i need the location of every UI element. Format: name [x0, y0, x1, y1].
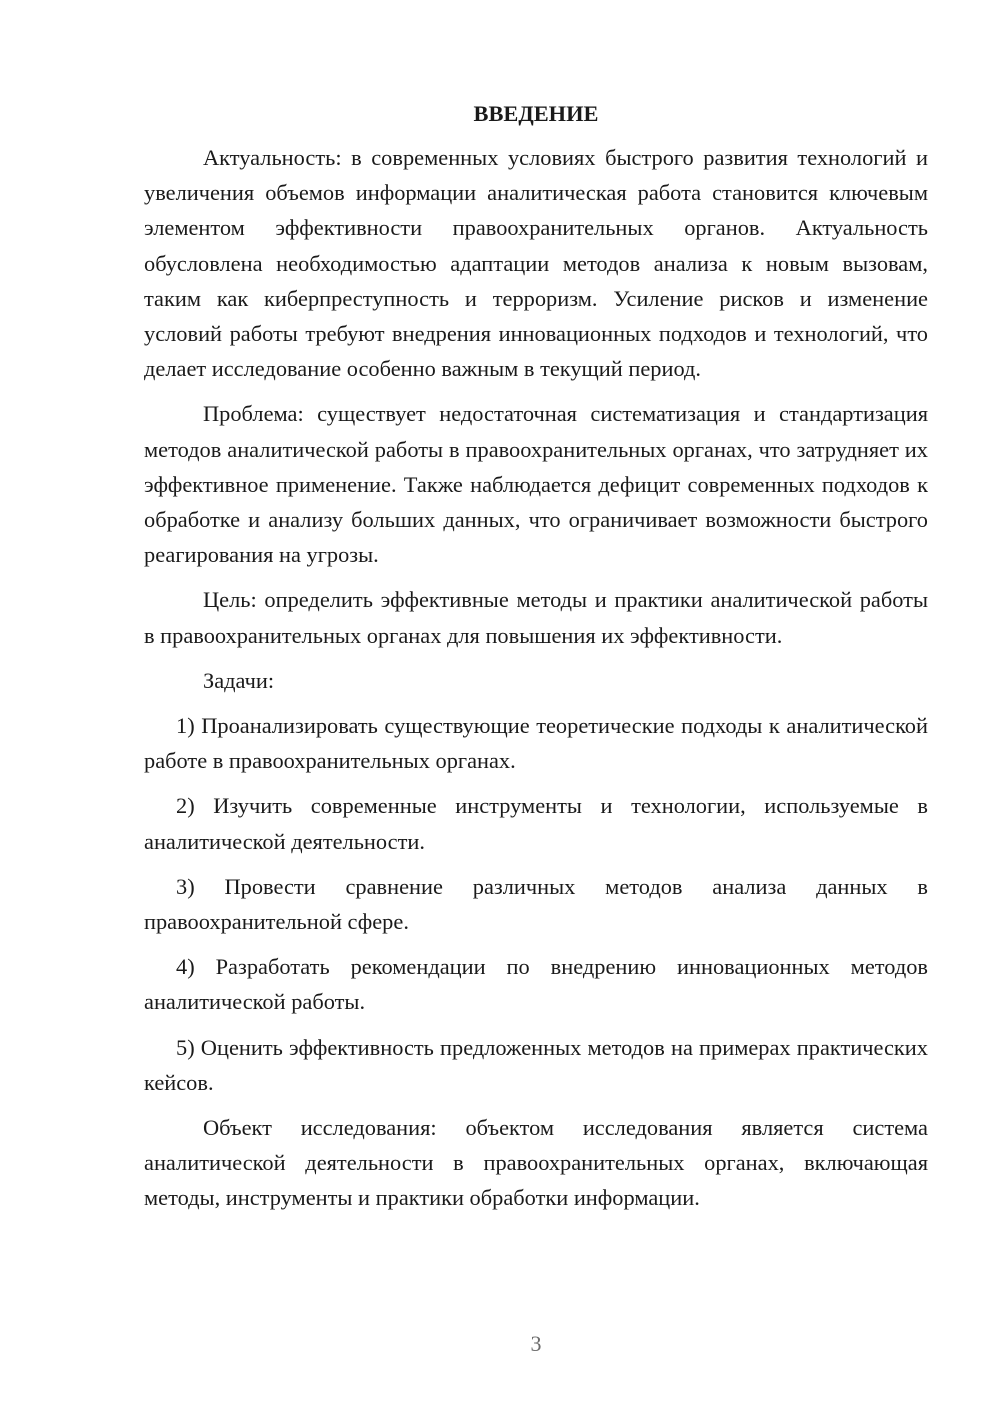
paragraph-goal: Цель: определить эффективные методы и практики аналитической работы в правоохранительных органах для повышения их эффективности. [144, 587, 928, 648]
task-item-4: 4) Разработать рекомендации по внедрению инновационных методов аналитической работы. [144, 954, 928, 1015]
paragraph-problem: Проблема: существует недостаточная систематизация и стандартизация методов аналитической работы в правоохранительных органах, что затрудняет их эффективное применение. Также наблюдается дефицит современных подходов к обработке и анализу больших данных, что ограничивает возможности быстрого реагирования на угрозы. [144, 401, 928, 568]
page-number: 3 [530, 1331, 542, 1356]
task-item-5: 5) Оценить эффективность предложенных методов на примерах практических кейсов. [144, 1034, 928, 1095]
tasks-heading: Задачи: [203, 667, 275, 693]
paragraph-object: Объект исследования: объектом исследования является система аналитической деятельности в правоохранительных органах, включающая методы, инструменты и практики обработки информации. [144, 1115, 928, 1211]
section-title: ВВЕДЕНИЕ [473, 101, 599, 126]
document-page [144, 96, 928, 1226]
paragraph-relevance: Актуальность: в современных условиях быстрого развития технологий и увеличения объемов информации аналитическая работа становится ключевым элементом эффективности правоохранительных органов. Актуальность обусловлена необходимостью адаптации методов анализа к новым вызовам, таким как киберпреступность и терроризм. Усиление рисков и изменение условий работы требуют внедрения инновационных подходов и технологий, что делает исследование особенно важным в текущий период. [144, 145, 928, 382]
task-item-2: 2) Изучить современные инструменты и технологии, используемые в аналитической деятельности. [144, 793, 928, 854]
task-item-3: 3) Провести сравнение различных методов анализа данных в правоохранительной сфере. [144, 873, 928, 935]
task-item-1: 1) Проанализировать существующие теоретические подходы к аналитической работе в правоохранительных органах. [144, 713, 928, 774]
